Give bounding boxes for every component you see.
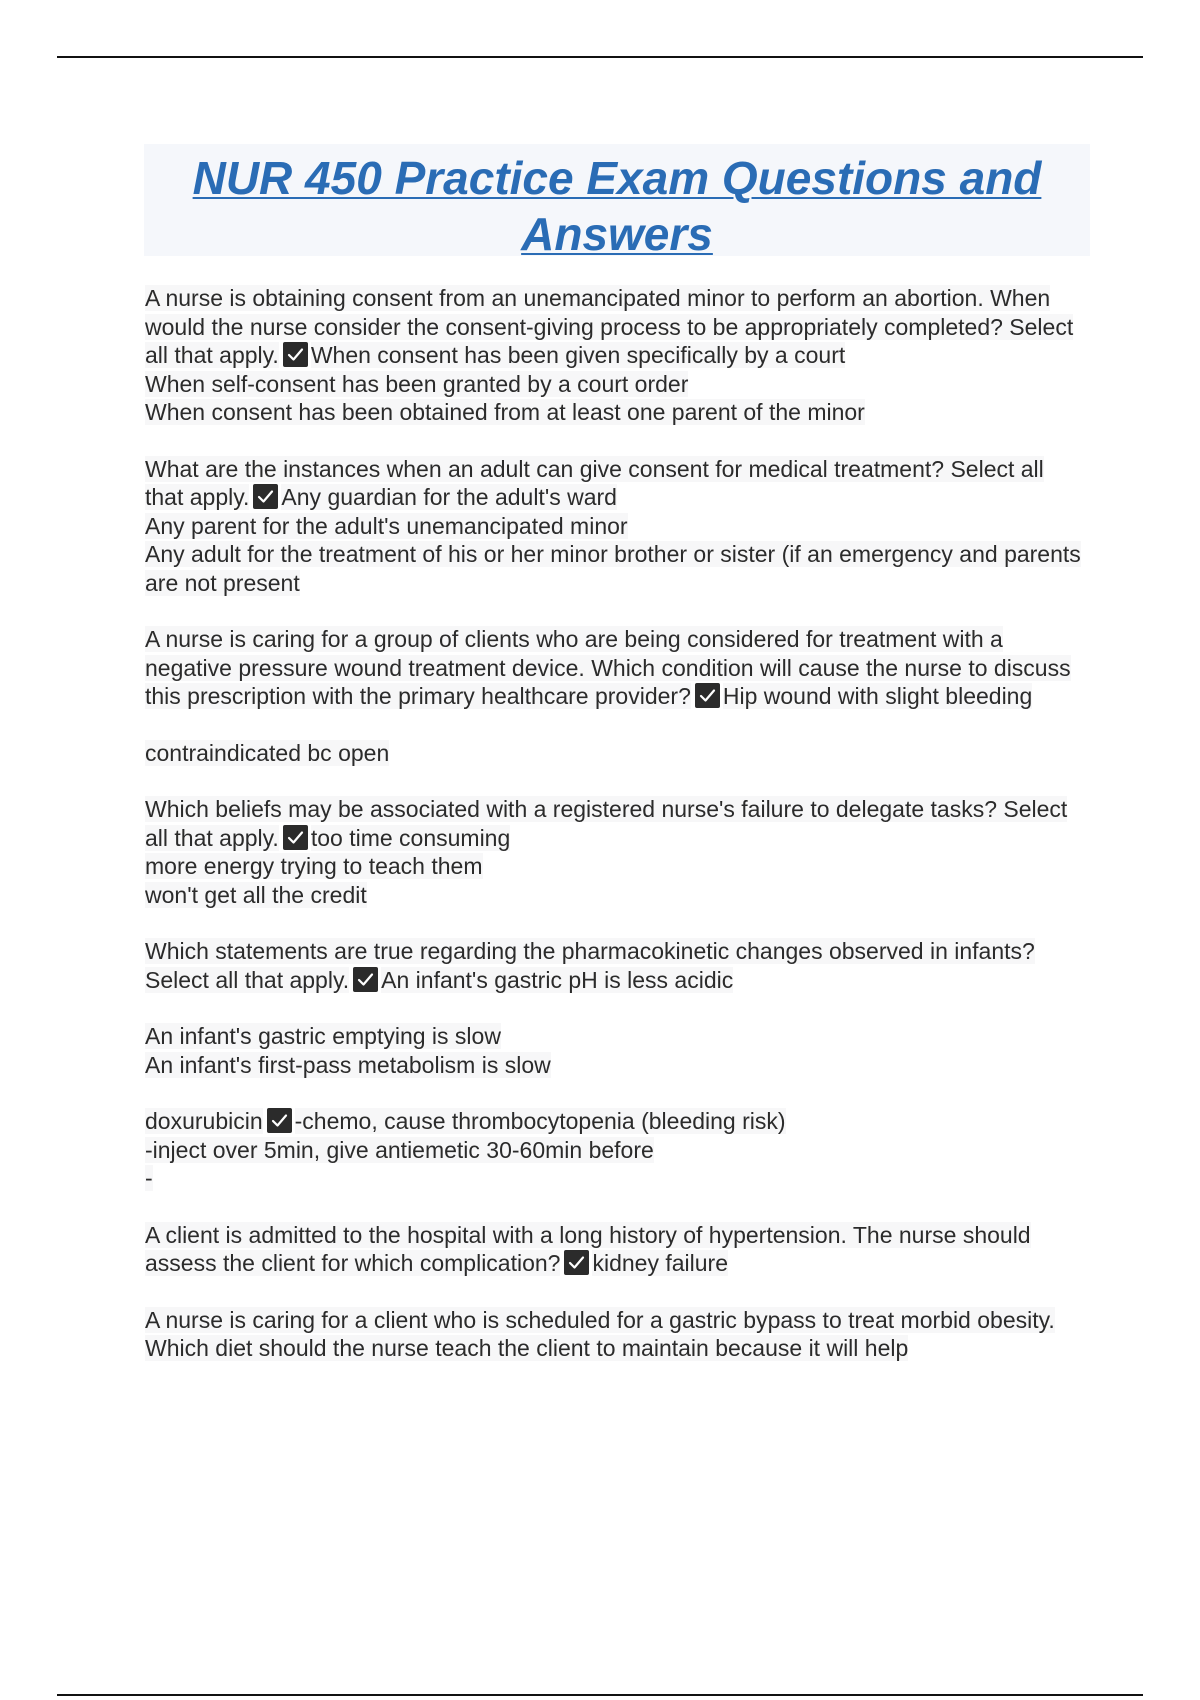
answer-text: Any guardian for the adult's ward xyxy=(281,484,617,510)
question-text: A nurse is caring for a group of clients who are being considered for treatment with a negative pressure wound treatment device. Which condition will cause the nurse to discuss this prescription with the primary healthcare provider? xyxy=(145,626,1071,709)
qa-item xyxy=(145,1306,1085,1363)
checkmark-icon xyxy=(283,342,308,367)
answer-line: -inject over 5min, give antiemetic 30-60min before xyxy=(145,1136,654,1163)
bottom-rule xyxy=(57,1694,1143,1696)
question-text: Which beliefs may be associated with a registered nurse's failure to delegate tasks? Select all that apply. xyxy=(145,796,1068,851)
answer-text: kidney failure xyxy=(592,1250,729,1276)
blank-line xyxy=(145,994,1085,1022)
answer-line: An infant's gastric emptying is slow xyxy=(145,1023,501,1049)
answer-line: An infant's first-pass metabolism is slow xyxy=(145,1051,551,1078)
top-rule xyxy=(57,56,1143,58)
qa-item xyxy=(145,1221,1085,1278)
question-text: doxurubicin xyxy=(145,1108,263,1134)
checkmark-icon xyxy=(253,484,278,509)
title-banner xyxy=(144,144,1090,260)
question-text: Which statements are true regarding the pharmacokinetic changes observed in infants? Select all that apply. xyxy=(145,938,1035,993)
answer-line: When self-consent has been granted by a court order xyxy=(145,370,689,397)
answer-line: - xyxy=(145,1165,153,1191)
blank-line xyxy=(145,711,1085,739)
question-text: A client is admitted to the hospital with a long history of hypertension. The nurse should assess the client for which complication? xyxy=(145,1221,1031,1276)
qa-item xyxy=(145,1107,1085,1193)
qa-item xyxy=(145,284,1085,427)
answer-text: -chemo, cause thrombocytopenia (bleeding risk) xyxy=(294,1108,786,1134)
answer-line: contraindicated bc open xyxy=(145,739,390,766)
question-text: What are the instances when an adult can give consent for medical treatment? Select all that apply. xyxy=(145,455,1044,510)
answer-line: more energy trying to teach them xyxy=(145,853,483,879)
qa-item xyxy=(145,455,1085,598)
answer-text: When consent has been given specifically by a court xyxy=(310,342,846,368)
question-text: A nurse is caring for a client who is scheduled for a gastric bypass to treat morbid obesity. Which diet should the nurse teach the client to maintain because it will help xyxy=(145,1306,1055,1361)
question-text: A nurse is obtaining consent from an unemancipated minor to perform an abortion. When would the nurse consider the consent-giving process to be appropriately completed? Select all that apply. xyxy=(145,285,1074,368)
answer-line: Any adult for the treatment of his or her minor brother or sister (if an emergency and parents are not present xyxy=(145,541,1081,596)
answer-text: Hip wound with slight bleeding xyxy=(722,683,1033,709)
qa-item xyxy=(145,937,1085,1079)
checkmark-icon xyxy=(695,683,720,708)
checkmark-icon xyxy=(353,967,378,992)
answer-line: Any parent for the adult's unemancipated minor xyxy=(145,512,628,539)
qa-item xyxy=(145,795,1085,909)
qa-item xyxy=(145,625,1085,767)
answer-text: An infant's gastric pH is less acidic xyxy=(381,966,734,993)
checkmark-icon xyxy=(564,1250,589,1275)
page-title: NUR 450 Practice Exam Questions and Answers xyxy=(192,152,1042,260)
checkmark-icon xyxy=(267,1108,292,1133)
qa-list xyxy=(145,284,1085,1391)
answer-line: won't get all the credit xyxy=(145,881,367,908)
checkmark-icon xyxy=(283,825,308,850)
answer-text: too time consuming xyxy=(310,824,511,851)
answer-line: When consent has been obtained from at least one parent of the minor xyxy=(145,399,865,425)
